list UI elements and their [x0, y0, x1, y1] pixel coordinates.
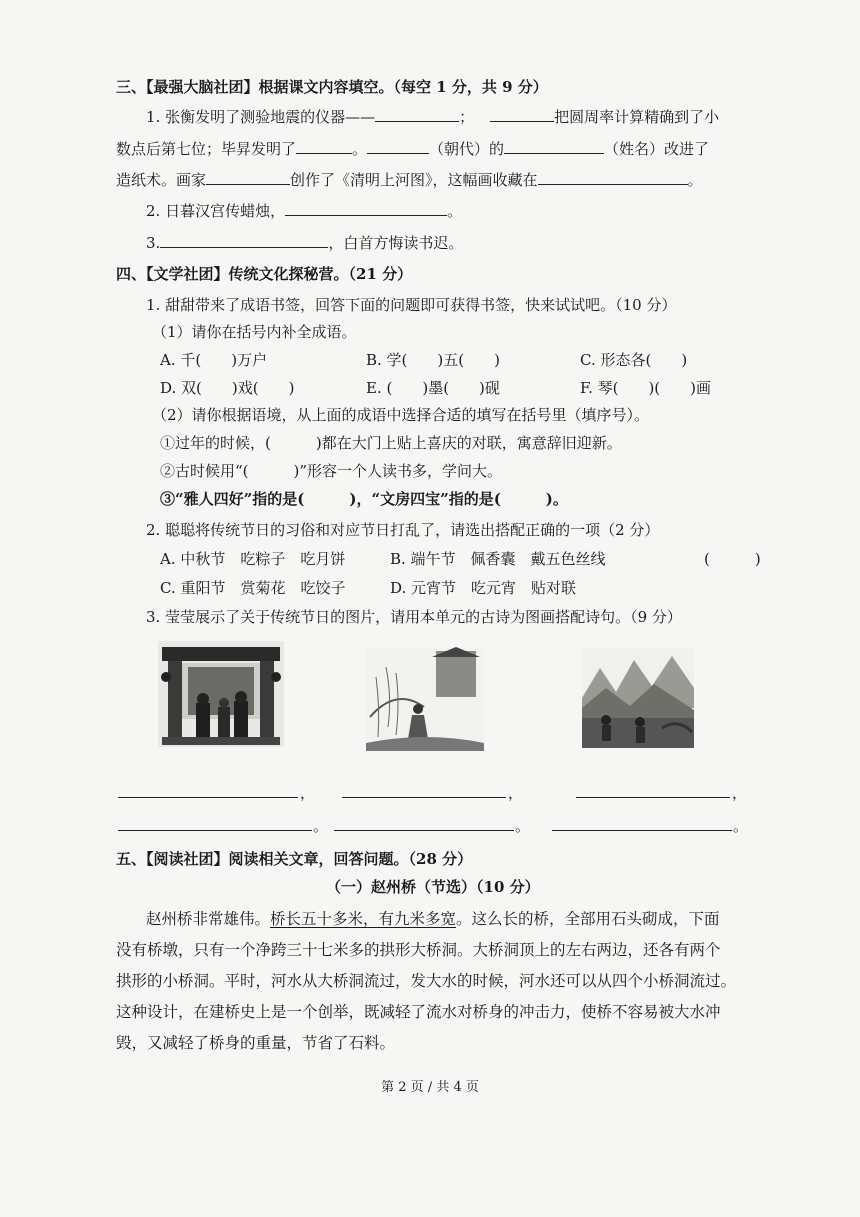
s4-q1-intro: 1. 甜甜带来了成语书签，回答下面的问题即可获得书签，快来试试吧。（10 分） — [146, 296, 677, 314]
s3-q1-line1 — [146, 106, 719, 128]
idiom-option-c: C. 形态各( ) — [580, 351, 688, 369]
s3-q1-text-a: 1. 张衡发明了测验地震的仪器—— — [146, 108, 376, 126]
page-footer: 第 2 页 / 共 4 页 — [381, 1080, 479, 1095]
idiom-option-b: B. 学( )五( ) — [366, 351, 500, 369]
s3-q1-text-e: 。 — [352, 140, 368, 158]
s3-q1-line3 — [116, 169, 703, 191]
answer-blank[interactable] — [538, 169, 688, 185]
answer-punct: 。 — [733, 817, 749, 835]
section5-title: 五、【阅读社团】阅读相关文章，回答问题。（28 分） — [116, 850, 473, 868]
s3-q1-text-h: 造纸术。画家 — [116, 171, 207, 189]
s4-q1-sub1: （1）请你在括号内补全成语。 — [152, 323, 357, 341]
s3-q3 — [146, 232, 463, 254]
poem-answer-line[interactable] — [552, 830, 732, 831]
s3-q1-text-b: ； — [459, 108, 475, 126]
s3-q1-text-f: （朝代）的 — [429, 140, 505, 158]
festival-option-d: D. 元宵节 吃元宵 贴对联 — [390, 579, 577, 597]
answer-punct: 。 — [313, 817, 329, 835]
passage-text: 。这么长的桥，全部用石头砌成，下面 — [456, 910, 720, 928]
s4-q2-intro: 2. 聪聪将传统节日的习俗和对应节日打乱了，请选出搭配正确的一项（2 分） — [146, 521, 660, 539]
s4-q3-intro: 3. 莹莹展示了关于传统节日的图片，请用本单元的古诗为图画搭配诗句。（9 分） — [146, 608, 682, 626]
s3-q1-line2 — [116, 138, 709, 160]
answer-paren[interactable]: ( ) — [704, 550, 761, 568]
answer-punct: ， — [300, 784, 316, 802]
passage-line-2: 没有桥墩，只有一个净跨三十七米多的拱形大桥洞。大桥洞顶上的左右两边，还各有两个 — [116, 941, 721, 959]
festival-option-a: A. 中秋节 吃粽子 吃月饼 — [160, 550, 346, 568]
s4-q1-sub2: （2）请你根据语境，从上面的成语中选择合适的填写在括号里（填序号）。 — [152, 406, 650, 424]
s3-q3-text: ，白首方悔读书迟。 — [328, 234, 464, 252]
s3-q2-punct: 。 — [447, 202, 463, 220]
answer-blank[interactable] — [375, 106, 459, 122]
idiom-option-f: F. 琴( )( )画 — [580, 379, 712, 397]
passage-line-1 — [146, 908, 720, 930]
poem-answer-line[interactable] — [576, 797, 730, 798]
passage-text: 赵州桥非常雄伟。 — [146, 910, 271, 928]
poem-answer-line[interactable] — [334, 830, 514, 831]
s3-q2 — [146, 200, 462, 222]
answer-punct: ， — [732, 784, 748, 802]
answer-blank[interactable] — [367, 138, 429, 154]
mountain-climb-image — [582, 648, 694, 748]
idiom-option-d: D. 双( )戏( ) — [160, 379, 295, 397]
idiom-option-a: A. 千( )万户 — [160, 351, 268, 369]
passage-subtitle: （一）赵州桥（节选）（10 分） — [326, 878, 540, 896]
willow-village-image — [366, 647, 484, 751]
s3-q1-text-j: 。 — [687, 171, 703, 189]
festival-option-b: B. 端午节 佩香囊 戴五色丝线 — [390, 550, 606, 568]
answer-blank[interactable] — [206, 169, 290, 185]
context-3: ③“雅人四好”指的是( )，“文房四宝”指的是( )。 — [160, 490, 568, 508]
s3-q1-text-i: 创作了《清明上河图》，这幅画收藏在 — [290, 171, 538, 189]
answer-punct: 。 — [515, 817, 531, 835]
poem-answer-line[interactable] — [342, 797, 506, 798]
s3-q2-text: 2. 日暮汉宫传蜡烛， — [146, 202, 286, 220]
underlined-sentence: 桥长五十多米，有九米多宽 — [270, 910, 457, 928]
passage-line-5: 毁，又减轻了桥身的重量，节省了石料。 — [116, 1034, 396, 1052]
answer-blank[interactable] — [285, 200, 447, 216]
section4-title: 四、【文学社团】传统文化探秘营。（21 分） — [116, 265, 413, 283]
context-1: ①过年的时候，( )都在大门上贴上喜庆的对联，寓意辞旧迎新。 — [160, 434, 622, 452]
s3-q1-text-d: 数点后第七位；毕昇发明了 — [116, 140, 297, 158]
section3-title: 三、【最强大脑社团】根据课文内容填空。（每空 1 分，共 9 分） — [116, 78, 548, 96]
answer-punct: ， — [508, 784, 524, 802]
answer-blank[interactable] — [160, 232, 328, 248]
answer-blank[interactable] — [490, 106, 554, 122]
idiom-option-e: E. ( )墨( )砚 — [366, 379, 500, 397]
context-2: ②古时候用“( )”形容一个人读书多，学问大。 — [160, 462, 503, 480]
festival-option-c: C. 重阳节 赏菊花 吃饺子 — [160, 579, 346, 597]
passage-line-4: 这种设计，在建桥史上是一个创举，既减轻了流水对桥身的冲击力，使桥不容易被大水冲 — [116, 1003, 721, 1021]
passage-line-3: 拱形的小桥洞。平时，河水从大桥洞流过，发大水的时候，河水还可以从四个小桥洞流过。 — [116, 972, 737, 990]
s3-q3-num: 3. — [146, 234, 161, 252]
s3-q1-text-c: 把圆周率计算精确到了小 — [554, 108, 720, 126]
s3-q1-text-g: （姓名）改进了 — [604, 140, 710, 158]
festival-gate-image — [158, 641, 284, 747]
poem-answer-line[interactable] — [118, 797, 298, 798]
answer-blank[interactable] — [296, 138, 352, 154]
answer-blank[interactable] — [504, 138, 604, 154]
poem-answer-line[interactable] — [118, 830, 312, 831]
